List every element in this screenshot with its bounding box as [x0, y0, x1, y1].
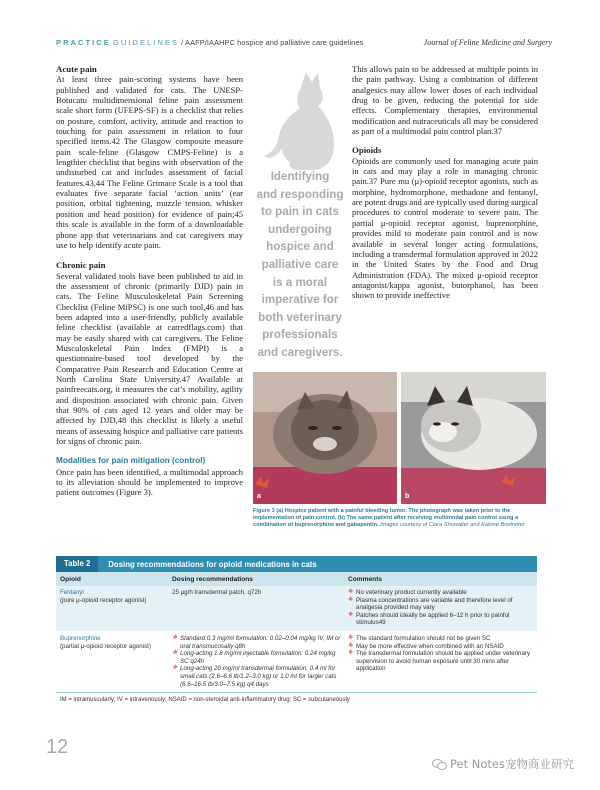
table-header-cell: Dosing recommendations [172, 575, 253, 583]
table-header-row [56, 572, 537, 586]
running-header [56, 38, 363, 47]
right-column [352, 64, 538, 301]
watermark [432, 756, 574, 772]
table-header-cell: Comments [348, 575, 383, 583]
bullet-icon: ❖ [348, 634, 354, 641]
pull-quote-line: Identifying [270, 170, 330, 183]
journal-title: Journal of Feline Medicine and Surgery [423, 38, 552, 47]
table-row [56, 631, 537, 692]
left-column [56, 64, 243, 498]
chronic-pain-heading: Chronic pain [56, 260, 106, 271]
pull-quote-line: undergoing [268, 222, 332, 236]
opioid-description: (pure μ-opioid receptor agonist) [60, 596, 147, 604]
pull-quote-line: and responding [256, 187, 344, 201]
pull-quote-line: to pain in cats [261, 205, 339, 219]
table-label: Table 2 [56, 556, 98, 572]
pull-quote [252, 168, 348, 362]
opioid-description: (partial μ-opioid receptor agonist) [60, 642, 151, 650]
comment-item: ❖ The standard formulation should not be given SC [348, 634, 491, 642]
bullet-icon: ❖ [172, 665, 178, 672]
modalities-heading: Modalities for pain mitigation (control) [56, 456, 206, 466]
pull-quote-line: is a moral [272, 275, 328, 289]
figure-caption-text: (a) Hospice patient with a painful bleeding tumor. The photograph was taken prior to the implementation of pain control. (b) The same patient after receiving multimodal pain control using a combination of buprenorphine and gabapentin. [253, 508, 519, 529]
dosing-item: ❖ Long-acting 20 mg/ml transdermal formulation: 0.4 ml for small cats (2.6–6.6 lb/1.2–3.0 kg) or 1.0 ml for larger cats (6.6–16.5 lb/3.0–7.5 kg) q4 days [172, 665, 337, 688]
cat-silhouette-icon [258, 64, 348, 174]
pull-quote-line: palliative care [261, 257, 339, 271]
photo-b [401, 372, 546, 504]
section-label: PRACTICE [56, 38, 111, 47]
comment-item: ❖ No veterinary product currently available [348, 589, 467, 596]
dosing-table [56, 556, 537, 707]
photo-a [253, 372, 397, 504]
pull-quote-line: and caregivers. [257, 345, 343, 359]
table-header-cell: Opioid [60, 575, 81, 583]
section-label-2: GUIDELINES [112, 38, 179, 47]
comment-item: ❖ Patches should ideally be applied 6–12 h prior to painful stimulus49 [348, 611, 510, 627]
dosing-text: 25 μg/h transdermal patch, q72h [172, 589, 262, 596]
table-title-bar [56, 556, 537, 572]
acute-pain-text: At least three pain-scoring systems have been published and validated for cats. The UNESP-Botucatu multidimensional feline pain assessment scale short form (UFEPS-SF) is a checklist that relies on posture, comfort, activity, attitude and reaction to touching for pain assessment in relation to four specified items.42 The Glasgow composite measure pain scale-feline (Glasgow CMPS-Feline) is a lengthier checklist that begins with observation of the undisturbed cat and includes assessment of facial features.43,44 The Feline Grimace Scale is a tool that evaluates five separate facial ‘action units’ (ear position, orbital tightening, muzzle tension, whisker position and head position) for evidence of pain;45 this scale is available in the form of a downloadable phone app that veterinarians and cat caregivers may use to help identify acute pain. [56, 74, 243, 250]
figure-caption [253, 508, 549, 530]
photo-a-label: a [257, 493, 261, 500]
bullet-icon: ❖ [348, 589, 354, 595]
comment-item: ❖ Plasma concentrations are variable and therefore level of analgesia provided may vary [348, 596, 513, 612]
opioids-text: Opioids are commonly used for managing acute pain in cats and may play a role in managing chronic pain.37 Pure mu (μ)-opioid receptor agonists, such as morphine, hydromorphone, methadone and fentanyl, are potent drugs and are typically used during surgical procedures to control moderate to severe pain. The partial μ-opioid receptor agonist, buprenorphine, provides mild to moderate pain control and is now available in several longer acting formulations, including a transdermal formulation approved in 2022 in the United States by the Food and Drug Administration (FDA). The mixed μ-opioid receptor antagonist/kappa agonist, butorphanol, has been shown to provide ineffective [352, 155, 538, 301]
figure-caption-credit: Images courtesy of Clara Showalter and Katrine Breitreiter [378, 522, 525, 529]
comment-item: ❖ May be more effective when combined with an NSAID [348, 642, 504, 650]
table-title: Dosing recommendations for opioid medications in cats [108, 559, 317, 569]
dosing-item: ❖ Long-acting 1.8 mg/ml injectable formulation: 0.24 mg/kg SC q24h [172, 650, 336, 665]
opioid-name: Buprenorphine [60, 634, 101, 642]
pull-quote-line: both veterinary [258, 310, 342, 324]
cat-photo-image [253, 372, 397, 504]
bullet-icon: ❖ [172, 650, 178, 657]
bullet-icon: ❖ [348, 611, 354, 618]
chronic-pain-text: Several validated tools have been published to aid in the assessment of chronic (primarily DJD) pain in cats. The Feline Musculoskeletal Pain Screening Checklist (Feline MiPSC) is one such tool,46 and has been adapted into a user-friendly, publicly available feline checklist (available at catredflags.com) that may be easily shared with cat caregivers. The Feline Musculoskeletal Pain Index (FMPI) is a questionnaire-based tool developed by the Comparative Pain Research and Education Centre at North Carolina State University.47 Available at painfreecats.org, it measures the cat’s mobility, agility and disposition associated with chronic pain. Given that 90% of cats aged 12 years and older may be affected by DJD,48 this checklist is likely a useful means of assessing hospice and palliative care patients for signs of chronic pain. [56, 270, 243, 447]
acute-pain-heading: Acute pain [56, 64, 97, 74]
intro-text: This allows pain to be addressed at multiple points in the pain pathway. Using a combination of different analgesics may allow lower doses of each individual drug to be given, reducing the potential for side effects. Complementary therapies, environmental modification and nutraceuticals all may be considered as part of a multimodal pain control plan.37 [352, 64, 538, 137]
opioid-name: Fentanyl [60, 589, 84, 596]
bullet-icon: ❖ [348, 596, 354, 603]
page-number: 12 [46, 736, 69, 758]
pull-quote-line: professionals [262, 328, 338, 342]
header-subtitle: / AAFP/IAAHPC hospice and palliative care guidelines [181, 38, 364, 47]
table-footnote: IM = intramuscularly; IV = intravenously; NSAID = non-steroidal anti-inflammatory drug; SC = subcutaneously [56, 692, 537, 707]
bullet-icon: ❖ [172, 634, 178, 641]
comment-item: ❖ The transdermal formulation should be applied under veterinary supervision to avoid human exposure until 30 mins after application [348, 650, 531, 673]
bullet-icon: ❖ [348, 650, 354, 657]
pull-quote-line: hospice and [266, 240, 334, 254]
dosing-item: ❖ Standard 0.3 mg/ml formulation: 0.02–0.04 mg/kg IV, IM or oral transmucosally q8h [172, 634, 341, 650]
pull-quote-line: imperative for [261, 293, 339, 307]
photo-b-label: b [405, 493, 410, 500]
watermark-text: Pet Notes宠物商业研究 [450, 757, 574, 771]
bullet-icon: ❖ [348, 642, 354, 649]
modalities-text: Once pain has been identified, a multimodal approach to its alleviation should be implemented to improve patient outcomes (Figure 3). [56, 466, 243, 498]
figure-caption-label: Figure 3 [253, 508, 275, 514]
cat-photo-image [401, 372, 546, 504]
opioids-heading: Opioids [352, 145, 382, 156]
table-row [56, 586, 537, 631]
wechat-icon [432, 759, 446, 770]
